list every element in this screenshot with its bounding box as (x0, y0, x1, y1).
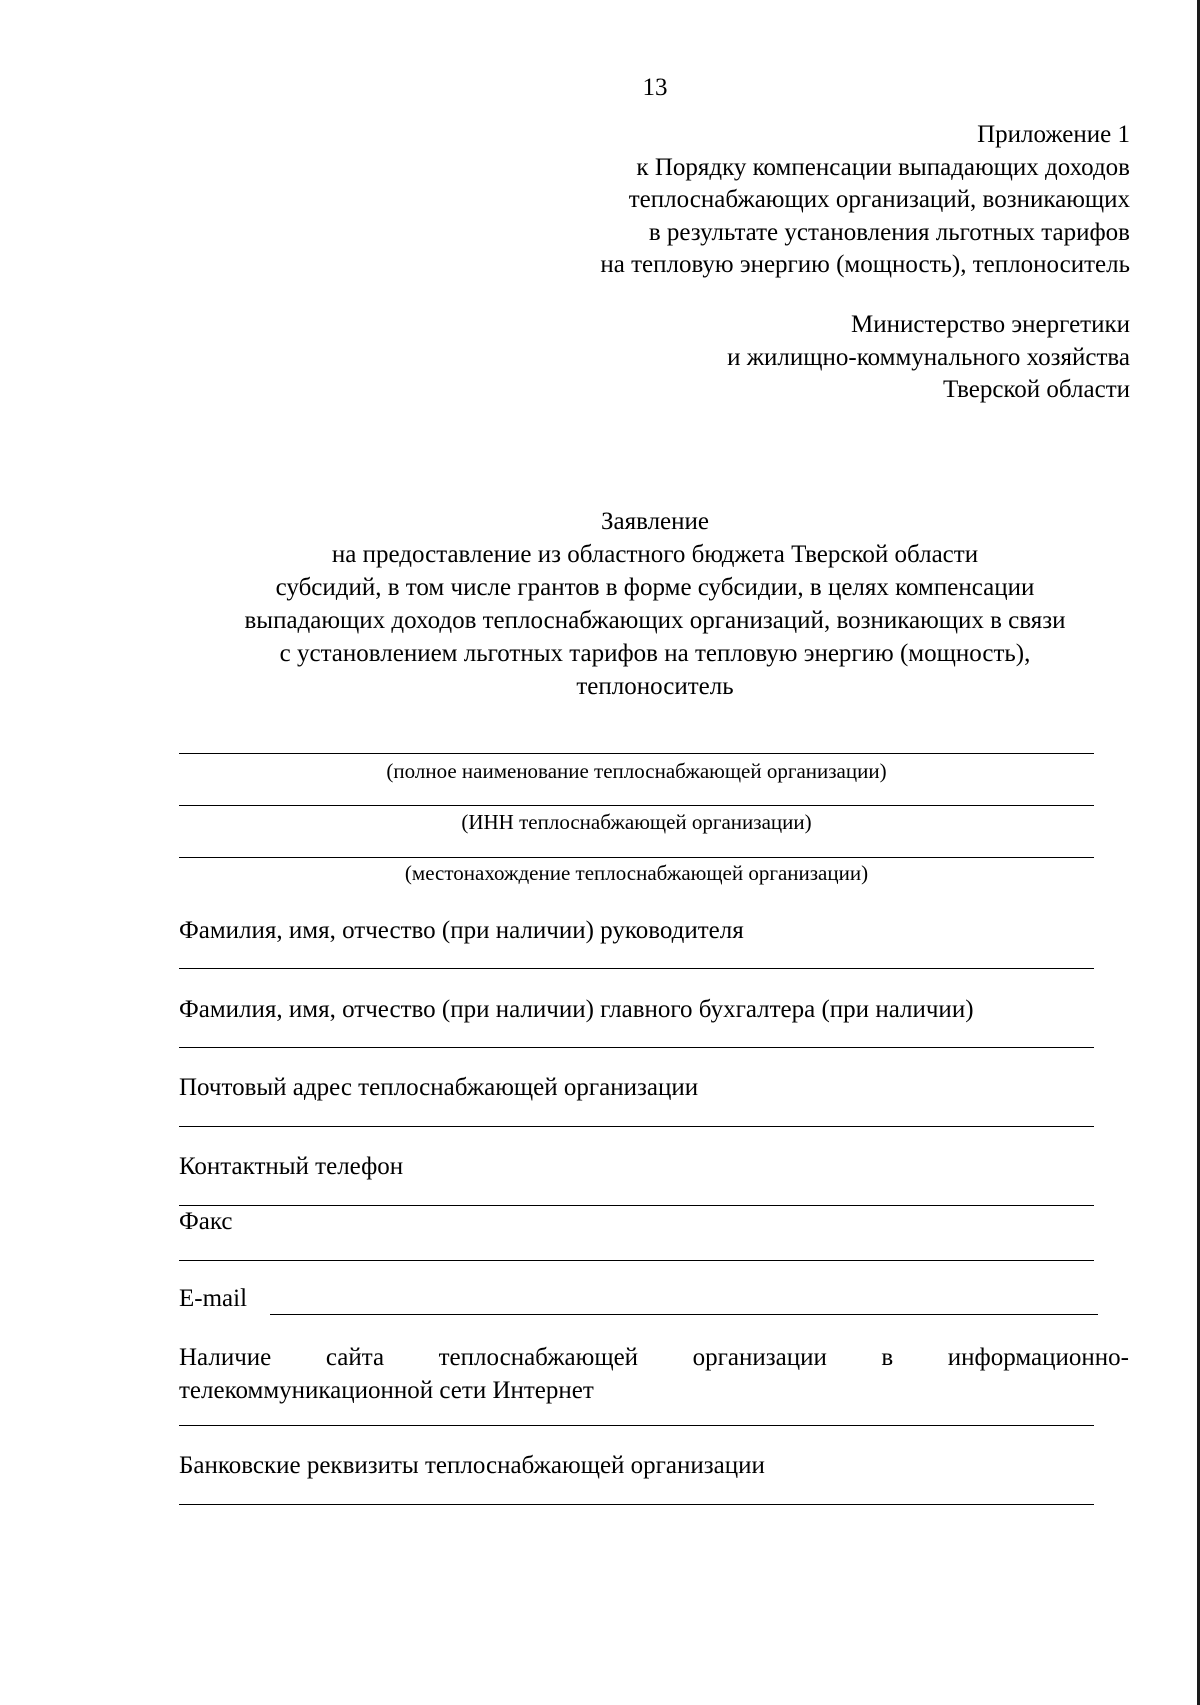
bank-details-label: Банковские реквизиты теплоснабжающей организации (179, 1452, 765, 1479)
website-word: в (881, 1344, 894, 1371)
full-name-blank[interactable] (179, 753, 1094, 754)
addressee (727, 309, 1130, 407)
website-word: организации (692, 1344, 827, 1371)
appendix-line: теплоснабжающих организаций, возникающих (628, 186, 1130, 213)
appendix-line: Приложение 1 (977, 121, 1130, 148)
website-blank[interactable] (179, 1425, 1094, 1426)
website-word: Наличие (179, 1344, 272, 1371)
inn-blank[interactable] (179, 805, 1094, 806)
website-word: сайта (325, 1344, 385, 1371)
addressee-line: Министерство энергетики (851, 311, 1130, 338)
appendix-line: в результате установления льготных тарифов (648, 218, 1130, 246)
email-label: E-mail (179, 1285, 248, 1312)
phone-label: Контактный телефон (179, 1153, 404, 1180)
location-blank[interactable] (179, 857, 1094, 858)
location-caption: (местонахождение теплоснабжающей организации) (404, 861, 869, 885)
fax-blank[interactable] (179, 1260, 1094, 1261)
accountant-name-blank[interactable] (179, 1047, 1094, 1048)
appendix-line: на тепловую энергию (мощность), теплоноситель (600, 251, 1130, 278)
accountant-name-label: Фамилия, имя, отчество (при наличии) главного бухгалтера (при наличии) (179, 996, 974, 1023)
website-word: информационно- (947, 1344, 1129, 1371)
appendix-line: к Порядку компенсации выпадающих доходов (636, 153, 1130, 181)
document-title (150, 505, 1160, 703)
page-number: 13 (642, 74, 668, 101)
inn-caption: (ИНН теплоснабжающей организации) (461, 810, 812, 834)
title-line: на предоставление из областного бюджета Тверской области (331, 541, 979, 568)
head-name-blank[interactable] (179, 968, 1094, 969)
website-label (179, 1341, 1129, 1407)
title-heading: Заявление (600, 508, 710, 535)
phone-blank[interactable] (179, 1205, 1094, 1206)
addressee-line: и жилищно-коммунального хозяйства (727, 343, 1130, 371)
postal-address-label: Почтовый адрес теплоснабжающей организации (179, 1074, 699, 1101)
postal-address-blank[interactable] (179, 1126, 1094, 1127)
title-line: с установлением льготных тарифов на тепловую энергию (мощность), (279, 640, 1031, 667)
email-blank[interactable] (270, 1314, 1098, 1315)
website-line-2: телекоммуникационной сети Интернет (179, 1377, 594, 1404)
title-line: субсидий, в том числе грантов в форме субсидии, в целях компенсации (275, 574, 1035, 601)
fax-label: Факс (179, 1208, 233, 1235)
website-word: теплоснабжающей (438, 1344, 639, 1371)
addressee-line: Тверской области (943, 376, 1130, 403)
website-line-1 (179, 1341, 1129, 1374)
head-name-label: Фамилия, имя, отчество (при наличии) руководителя (179, 917, 744, 944)
bank-details-blank[interactable] (179, 1504, 1094, 1505)
full-name-caption: (полное наименование теплоснабжающей организации) (386, 759, 887, 783)
title-line: выпадающих доходов теплоснабжающих организаций, возникающих в связи (244, 607, 1066, 634)
appendix-header (600, 119, 1130, 282)
title-line: теплоноситель (576, 673, 734, 700)
